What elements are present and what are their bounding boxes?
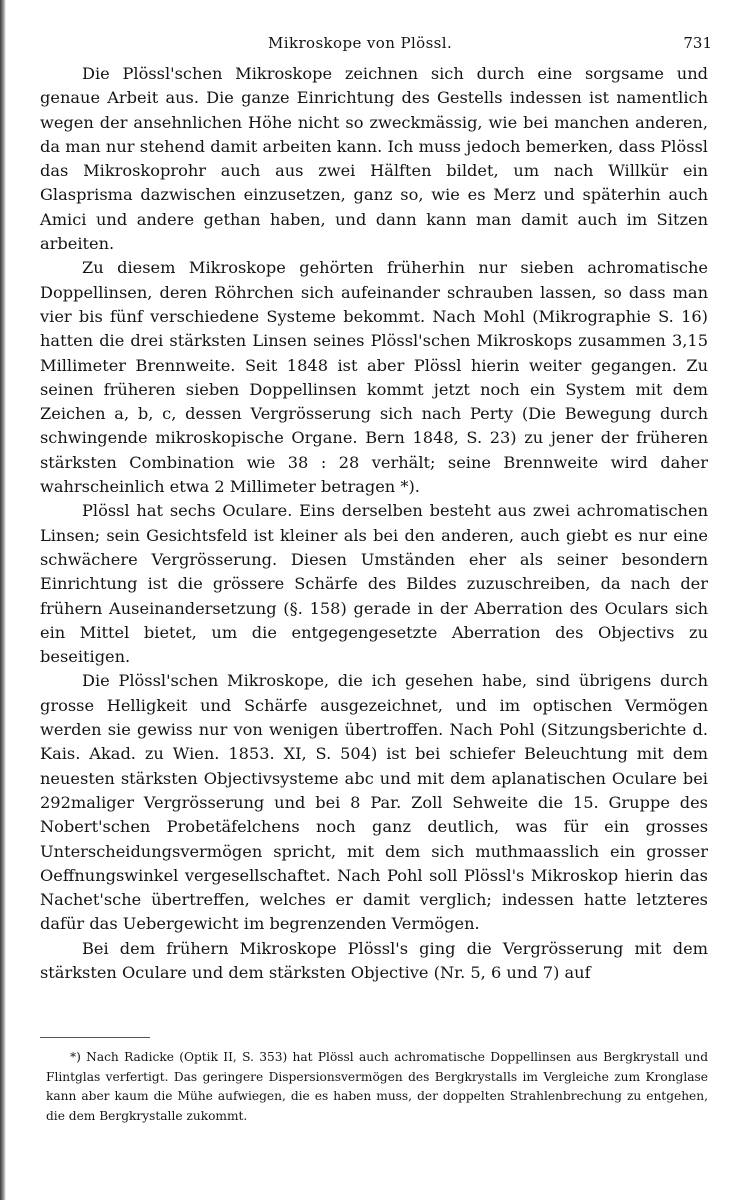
page-binding-edge — [0, 0, 6, 1200]
running-head: Mikroskope von Plössl. — [268, 34, 453, 52]
paragraph-1: Die Plössl'schen Mikroskope zeichnen sich durch eine sorgsame und genaue Arbeit aus. Die ganze Einrichtung des Gestells indessen ist namentlich wegen der ansehnlichen Höhe nicht so zweckmässig, wie bei manchen anderen, da man nur stehend damit arbeiten kann. Ich muss jedoch bemerken, dass Plössl das Mikroskoprohr auch aus zwei Hälften bildet, um nach Willkür ein Glasprisma dazwischen einzusetzen, ganz so, wie es Merz und späterhin auch Amici und andere gethan haben, und dann kann man damit auch im Sitzen arbeiten. — [40, 64, 708, 254]
paragraph-5: Bei dem frühern Mikroskope Plössl's ging die Vergrösserung mit dem stärksten Oculare und dem stärksten Objective (Nr. 5, 6 und 7) auf — [40, 938, 708, 982]
paragraph-2: Zu diesem Mikroskope gehörten früherhin nur sieben achromatische Doppellinsen, deren Röhrchen sich aufeinander schrauben lassen, so dass man vier bis fünf verschiedene Systeme bekommt. Nach Mohl (Mikrographie S. 16) hatten die drei stärksten Linsen seines Plössl'schen Mikroskops zusammen 3,15 Millimeter Brennweite. Seit 1848 ist aber Plössl hierin weiter gegangen. Zu seinen früheren sieben Doppellinsen kommt jetzt noch ein System mit dem Zeichen a, b, c, dessen Vergrösserung sich nach Perty (Die Bewegung durch schwingende mikroskopische Organe. Bern 1848, S. 23) zu jener der früheren stärksten Combination wie 38 : 28 verhält; seine Brennweite wird daher wahrscheinlich etwa 2 Millimeter betragen *). — [40, 258, 708, 497]
paragraph-3: Plössl hat sechs Oculare. Eins derselben besteht aus zwei achromatischen Linsen; sein Gesichtsfeld ist kleiner als bei den anderen, auch giebt es nur eine schwächere Vergrösserung. Diesen Umständen eher als seiner besondern Einrichtung ist die grössere Schärfe des Bildes zuzuschreiben, da nach der frühern Auseinandersetzung (§. 158) gerade in der Aberration des Oculars sich ein Mittel bietet, um die entgegengesetzte Aberration des Objectivs zu beseitigen. — [40, 501, 708, 667]
footnote-divider — [40, 1037, 150, 1038]
body-text — [40, 62, 708, 985]
footnote: *) Nach Radicke (Optik II, S. 353) hat Plössl auch achromatische Doppellinsen aus Bergkrystall und Flintglas verfertigt. Das geringere Dispersionsvermögen des Bergkrystalls im Vergleiche zum Kronglase kann aber kaum die Mühe aufwiegen, die es haben muss, der doppelten Strahlenbrechung zu entgehen, die dem Bergkrystalle zukommt. — [46, 1050, 708, 1123]
page-number: 731 — [683, 34, 712, 52]
paragraph-4: Die Plössl'schen Mikroskope, die ich gesehen habe, sind übrigens durch grosse Helligkeit und Schärfe ausgezeichnet, und im optischen Vermögen werden sie gewiss nur von wenigen übertroffen. Nach Pohl (Sitzungsberichte d. Kais. Akad. zu Wien. 1853. XI, S. 504) ist bei schiefer Beleuchtung mit dem neuesten stärksten Objectivsysteme abc und mit dem aplanatischen Oculare bei 292maliger Vergrösserung und bei 8 Par. Zoll Sehweite die 15. Gruppe des Nobert'schen Probetäfelchens noch ganz deutlich, was für ein grosses Unterscheidungsvermögen spricht, mit dem sich muthmaasslich ein grosser Oeffnungswinkel vergesellschaftet. Nach Pohl soll Plössl's Mikroskop hierin das Nachet'sche übertreffen, welches er damit verglich; indessen hatte letzteres dafür das Uebergewicht im begrenzenden Vermögen. — [40, 671, 708, 934]
page-header — [40, 34, 712, 58]
